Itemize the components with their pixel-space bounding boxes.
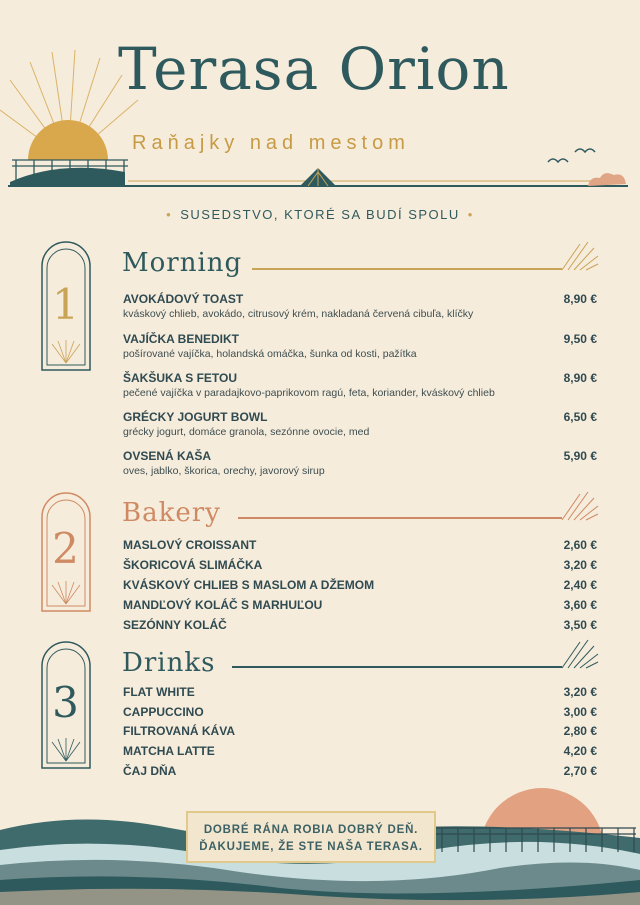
- menu-item-price: 3,20 €: [563, 685, 597, 699]
- menu-item-name: MASLOVÝ CROISSANT: [123, 538, 257, 552]
- shell-ornament: [300, 168, 336, 186]
- section-number: 2: [52, 524, 80, 573]
- section-title-morning: Morning: [122, 248, 243, 278]
- menu-item-name: MANDĽOVÝ KOLÁČ S MARHUĽOU: [123, 598, 323, 612]
- menu-item-price: 2,40 €: [563, 578, 597, 592]
- menu-item-price: 2,60 €: [563, 538, 597, 552]
- divider: [252, 268, 562, 270]
- menu-item-name: ŠAKŠUKA S FETOU: [123, 371, 238, 385]
- section-number: 3: [52, 678, 80, 727]
- menu-item-name: FILTROVANÁ KÁVA: [123, 724, 235, 738]
- menu-item-price: 8,90 €: [563, 292, 597, 306]
- sunburst-icon: [560, 636, 600, 670]
- sunburst-icon: [560, 238, 600, 272]
- menu-item-name: MATCHA LATTE: [123, 744, 215, 758]
- menu-item-price: 3,50 €: [563, 618, 597, 632]
- section-title-drinks: Drinks: [122, 648, 216, 678]
- sun: [28, 120, 108, 160]
- menu-item-price: 3,60 €: [563, 598, 597, 612]
- menu-item-description: grécky jogurt, domáce granola, sezónne ovocie, med: [123, 426, 370, 438]
- tagline-text: SUSEDSTVO, KTORÉ SA BUDÍ SPOLU: [180, 207, 460, 222]
- tagline: [0, 207, 640, 222]
- menu-item-description: pečené vajíčka v paradajkovo-paprikovom ragú, feta, koriander, kváskový chlieb: [123, 387, 495, 399]
- menu-item-name: OVSENÁ KAŠA: [123, 449, 212, 463]
- menu-item-name: CAPPUCCINO: [123, 705, 204, 719]
- menu-item-price: 6,50 €: [563, 410, 597, 424]
- sunburst-icon: [560, 488, 600, 522]
- menu-item-price: 8,90 €: [563, 371, 597, 385]
- bullet-icon: •: [467, 207, 474, 222]
- menu-item-price: 2,80 €: [563, 724, 597, 738]
- footer-line-2: ĎAKUJEME, ŽE STE NAŠA TERASA.: [199, 841, 423, 853]
- menu-item-name: VAJÍČKA BENEDIKT: [123, 332, 240, 346]
- footer-line-1: DOBRÉ RÁNA ROBIA DOBRÝ DEŇ.: [203, 824, 419, 836]
- menu-item-name: AVOKÁDOVÝ TOAST: [123, 292, 244, 306]
- bullet-icon: •: [166, 207, 173, 222]
- menu-item-name: GRÉCKY JOGURT BOWL: [123, 410, 268, 424]
- cloud-icon: [588, 173, 626, 186]
- page-subtitle: Raňajky nad mestom: [132, 132, 410, 154]
- section-number: 1: [52, 280, 80, 329]
- menu-item-price: 4,20 €: [563, 744, 597, 758]
- footer-message-box: [186, 811, 436, 863]
- menu-item-description: kváskový chlieb, avokádo, citrusový krém, nakladaná červená cibuľa, klíčky: [123, 308, 474, 320]
- menu-item-name: SEZÓNNY KOLÁČ: [123, 618, 227, 632]
- menu-item-price: 9,50 €: [563, 332, 597, 346]
- menu-item-name: FLAT WHITE: [123, 685, 195, 699]
- menu-item-name: KVÁSKOVÝ CHLIEB S MASLOM A DŽEMOM: [123, 578, 375, 592]
- menu-item-description: oves, jablko, škorica, orechy, javorový sirup: [123, 465, 325, 477]
- menu-item-price: 2,70 €: [563, 764, 597, 778]
- menu-item-price: 3,20 €: [563, 558, 597, 572]
- menu-item-name: ŠKORICOVÁ SLIMÁČKA: [123, 558, 263, 572]
- menu-item-price: 3,00 €: [563, 705, 597, 719]
- hill: [10, 168, 125, 185]
- menu-item-price: 5,90 €: [563, 449, 597, 463]
- divider: [232, 666, 562, 668]
- divider: [238, 517, 562, 519]
- menu-item-description: pošírované vajíčka, holandská omáčka, šunka od kosti, pažítka: [123, 348, 417, 360]
- page-title: Terasa Orion: [118, 35, 510, 103]
- section-title-bakery: Bakery: [122, 498, 221, 528]
- birds-icon: [548, 149, 595, 162]
- menu-item-name: ČAJ DŇA: [123, 764, 177, 778]
